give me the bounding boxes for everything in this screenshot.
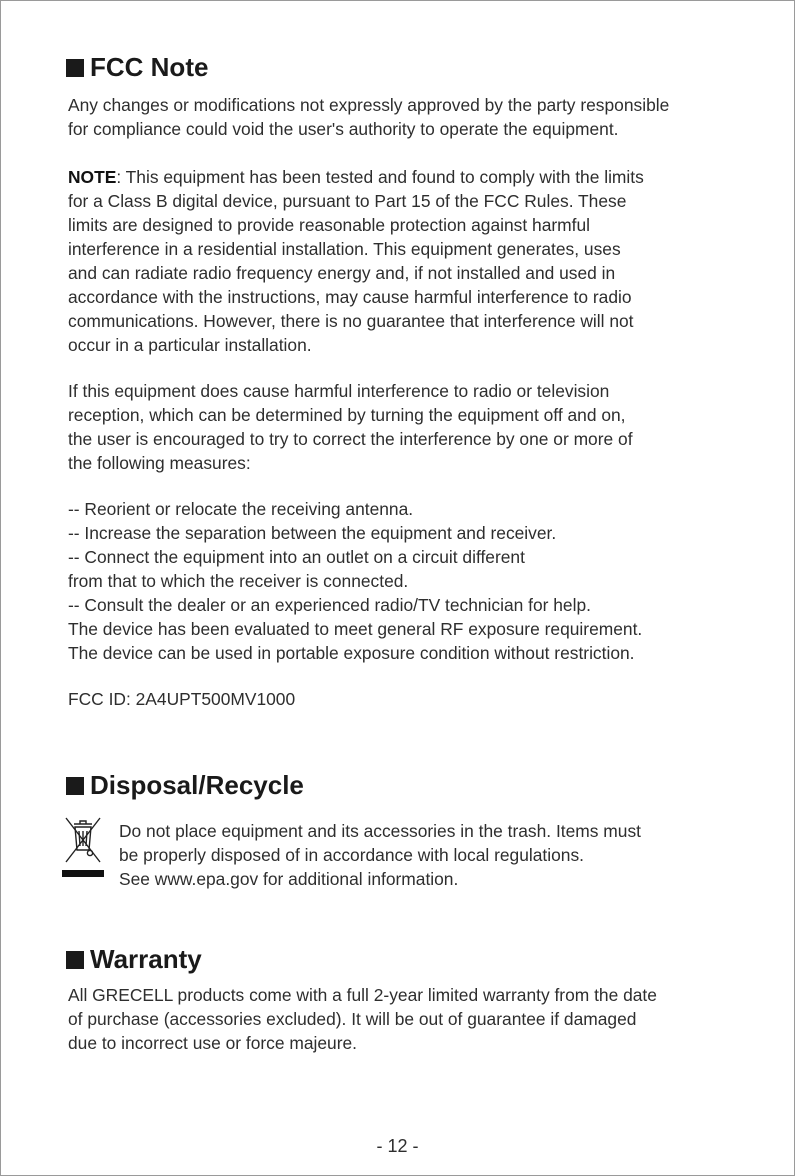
disposal-title: Disposal/Recycle	[90, 770, 304, 800]
disposal-heading	[66, 770, 304, 800]
fcc-note-line: occur in a particular installation.	[68, 335, 312, 355]
fcc-measure-line: from that to which the receiver is connected.	[68, 571, 409, 591]
page-number: - 12 -	[376, 1136, 419, 1156]
note-text: : This equipment has been tested and found to comply with the limits	[116, 167, 644, 187]
fcc-interference-line: If this equipment does cause harmful interference to radio or television	[68, 381, 610, 401]
disposal-line: Do not place equipment and its accessories in the trash. Items must	[119, 821, 641, 841]
note-label: NOTE	[68, 167, 117, 187]
fcc-note-line	[68, 166, 644, 188]
fcc-intro-line: Any changes or modifications not expressly approved by the party responsible	[68, 95, 670, 115]
disposal-line: be properly disposed of in accordance with local regulations.	[119, 845, 584, 865]
fcc-note-line: for a Class B digital device, pursuant to Part 15 of the FCC Rules. These	[68, 191, 627, 211]
fcc-interference-line: the following measures:	[68, 453, 251, 473]
crossed-out-wheelie-bin-icon	[62, 816, 104, 878]
fcc-intro-line: for compliance could void the user's authority to operate the equipment.	[68, 119, 619, 139]
fcc-measure-line: -- Consult the dealer or an experienced radio/TV technician for help.	[68, 595, 591, 615]
warranty-line: of purchase (accessories excluded). It will be out of guarantee if damaged	[68, 1009, 637, 1029]
heading-square-icon	[66, 951, 84, 969]
fcc-interference-line: reception, which can be determined by turning the equipment off and on,	[68, 405, 626, 425]
fcc-note-line: communications. However, there is no guarantee that interference will not	[68, 311, 634, 331]
fcc-interference-line: the user is encouraged to try to correct the interference by one or more of	[68, 429, 633, 449]
warranty-line: All GRECELL products come with a full 2-year limited warranty from the date	[68, 985, 657, 1005]
fcc-measure-line: The device has been evaluated to meet general RF exposure requirement.	[68, 619, 643, 639]
fcc-id: FCC ID: 2A4UPT500MV1000	[68, 689, 296, 709]
warranty-line: due to incorrect use or force majeure.	[68, 1033, 358, 1053]
warranty-title: Warranty	[90, 944, 202, 974]
disposal-line: See www.epa.gov for additional information.	[119, 869, 459, 889]
fcc-note-heading	[66, 52, 208, 82]
fcc-note-line: limits are designed to provide reasonable protection against harmful	[68, 215, 591, 235]
fcc-measure-line: -- Reorient or relocate the receiving antenna.	[68, 499, 414, 519]
fcc-measure-line: The device can be used in portable exposure condition without restriction.	[68, 643, 635, 663]
fcc-note-line: accordance with the instructions, may cause harmful interference to radio	[68, 287, 632, 307]
fcc-note-line: and can radiate radio frequency energy and, if not installed and used in	[68, 263, 616, 283]
fcc-note-line: interference in a residential installation. This equipment generates, uses	[68, 239, 621, 259]
fcc-note-title: FCC Note	[90, 52, 209, 82]
fcc-measure-line: -- Connect the equipment into an outlet on a circuit different	[68, 547, 525, 567]
warranty-heading	[66, 944, 202, 974]
fcc-measure-line: -- Increase the separation between the equipment and receiver.	[68, 523, 557, 543]
heading-square-icon	[66, 59, 84, 77]
heading-square-icon	[66, 777, 84, 795]
